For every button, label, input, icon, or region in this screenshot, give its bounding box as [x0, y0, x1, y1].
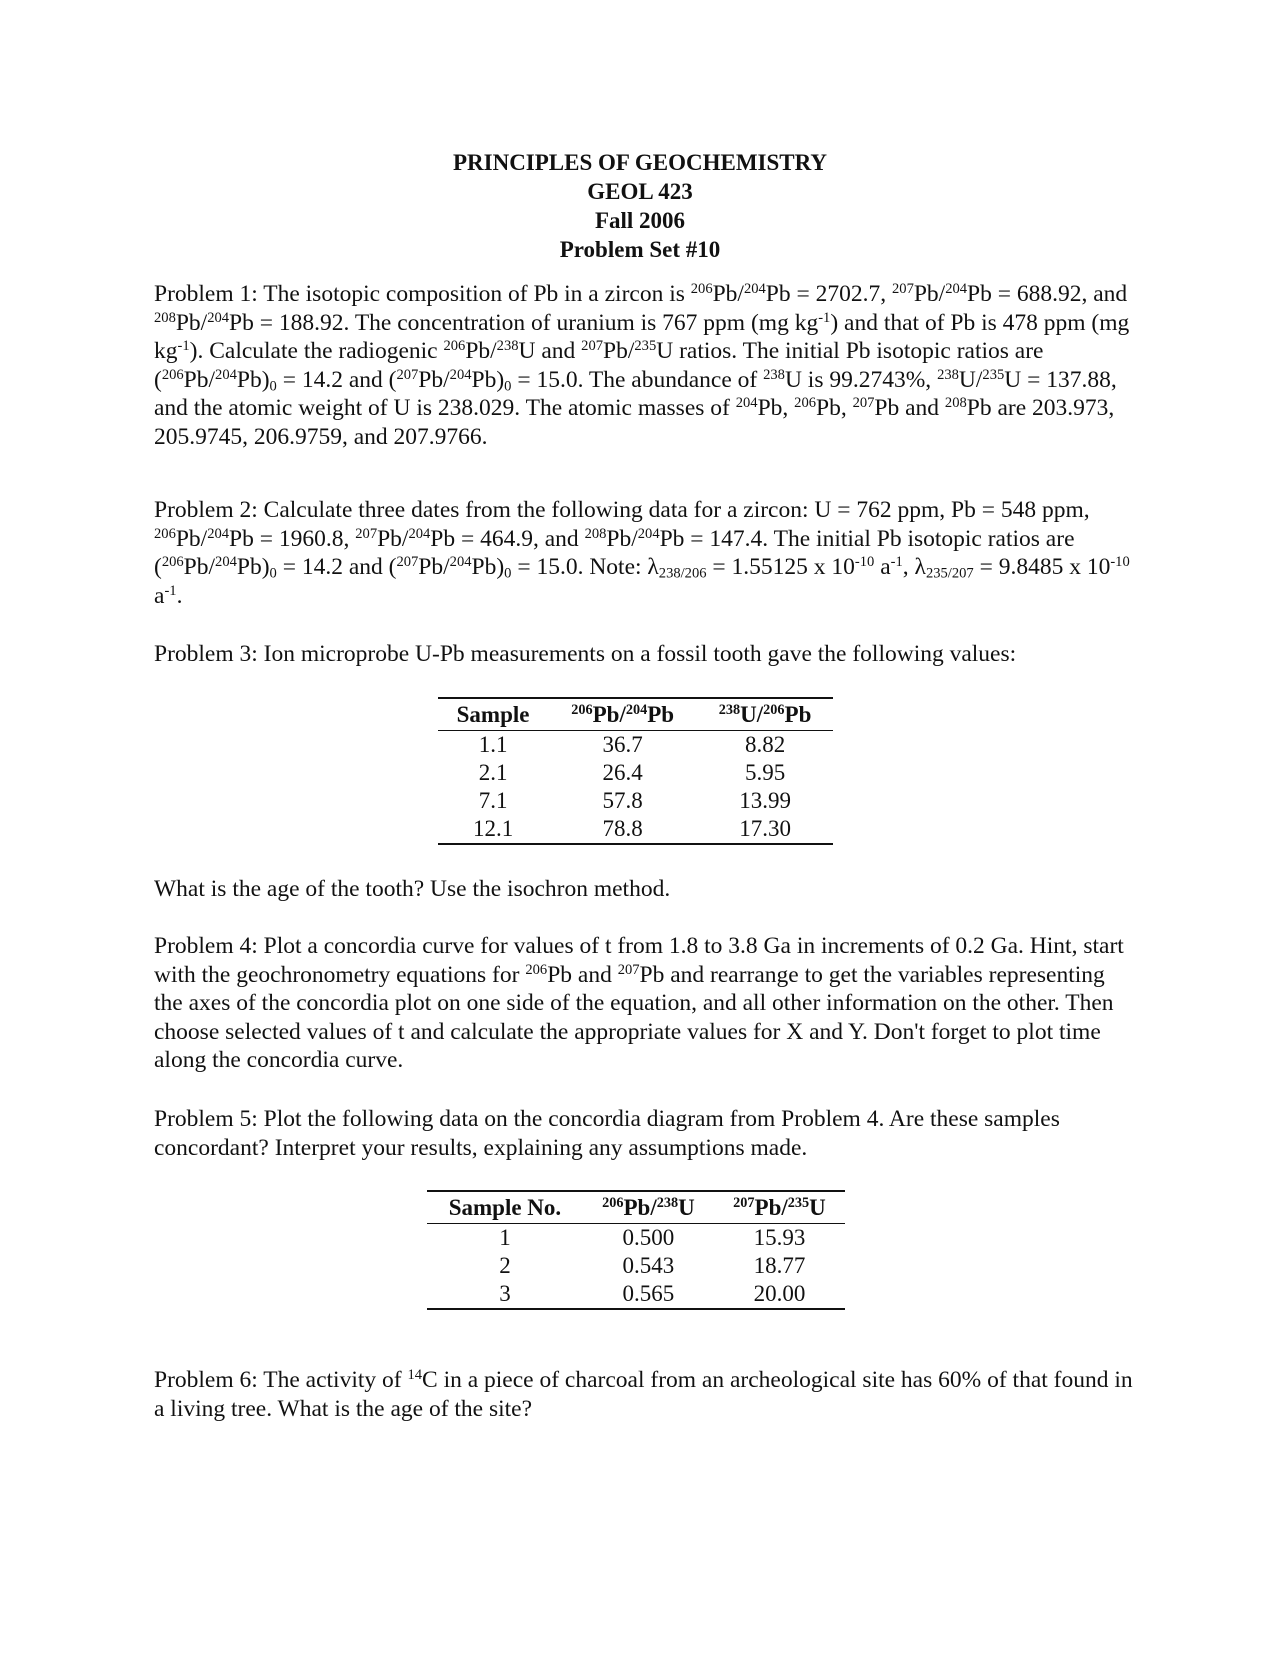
cell-sample: 2.1 [478, 760, 508, 785]
cell-pb207-u235: 20.00 [714, 1280, 845, 1309]
column-header-sample-no: Sample No. [427, 1191, 583, 1224]
cell-pb-ratio: 26.4 [602, 760, 643, 785]
cell-u-ratio: 5.95 [744, 760, 786, 785]
table-header-row [427, 1191, 845, 1224]
problem-4: Problem 4: Plot a concordia curve for values of t from 1.8 to 3.8 Ga in increments of 0.2 Ga. Hint, start with the geochronometry equations for $^{206}$Pb and $^{207}$Pb and rearrange to get the variables representing the axes of the concordia plot on one side of the equation, and all other information on the other. Then choose selected values of t and calculate the appropriate values for X and Y. Don't forget to plot time along the concordia curve. [154, 933, 1124, 1073]
problem-3-question: What is the age of the tooth? Use the isochron method. [154, 876, 671, 902]
cell-u-ratio: 17.30 [697, 815, 833, 844]
table-row [427, 1224, 845, 1253]
problem-1: Problem 1: The isotopic composition of Pb in a zircon is $^{206}$Pb/$^{204}$Pb = 2702.7, $^{207}$Pb/$^{204}$Pb = 688.92, and $^{208}$Pb/$^{204}$Pb = 188.92. The concentration of uranium is 767 ppm (mg $kg^{-1}$) and that of Pb is 478 ppm (mg $kg^{-1}$). Calculate the radiogenic $^{206}$Pb/$^{238}$U and $^{207}$Pb/$^{235}$U ratios. The initial Pb isotopic ratios are $(^{206}Pb/^{204}Pb)_0 = 14.2$ and $(^{207}Pb/^{204}Pb)_0 = 15.0$. The abundance of $^{238}$U is 99.2743%, $^{238}$U/$^{235}$U = 137.88, and the atomic weight of U is 238.029. The atomic masses of $^{204}$Pb, $^{206}$Pb, $^{207}$Pb and $^{208}$Pb are 203.973, 205.9745, 206.9759, and 207.9766. [154, 281, 1130, 450]
tooth-data-table [438, 697, 833, 845]
table-row [427, 1252, 845, 1280]
cell-u-ratio: 13.99 [739, 788, 791, 813]
table-row [427, 1280, 845, 1309]
cell-sample: 12.1 [438, 815, 548, 844]
table-row [438, 759, 833, 787]
cell-sample: 1 [499, 1225, 511, 1250]
table-header-row [438, 698, 833, 731]
cell-pb206-u238: 0.500 [622, 1225, 675, 1250]
course-code: GEOL 423 [587, 179, 693, 204]
table-row [438, 731, 833, 760]
column-header-pb207-u235: $^{207}$Pb/$^{235}$U [714, 1191, 845, 1224]
cell-pb-ratio: 78.8 [548, 815, 697, 844]
cell-pb207-u235: 18.77 [753, 1253, 806, 1278]
cell-pb-ratio: 36.7 [602, 732, 643, 757]
cell-pb-ratio: 57.8 [602, 788, 643, 813]
cell-sample: 1.1 [478, 732, 508, 757]
cell-sample: 2 [499, 1253, 511, 1278]
column-header-pb206-u238: $^{206}$Pb/$^{238}$U [583, 1191, 714, 1224]
problem-2: Problem 2: Calculate three dates from the following data for a zircon: U = 762 ppm, Pb = 548 ppm, $^{206}$Pb/$^{204}$Pb = 1960.8, $^{207}$Pb/$^{204}$Pb = 464.9, and $^{208}$Pb/$^{204}$Pb = 147.4. The initial Pb isotopic ratios are $(^{206}Pb/^{204}Pb)_0 = 14.2$ and $(^{207}Pb/^{204}Pb)_0 = 15.0$. Note: $\lambda_{238/206} = 1.55125$ x $10^{-10}$ $a^{-1}$, $\lambda_{235/207} = 9.8485$ x $10^{-10}$ $a^{-1}$. [154, 497, 1130, 609]
course-title: PRINCIPLES OF GEOCHEMISTRY [452, 150, 828, 175]
cell-sample: 7.1 [478, 788, 508, 813]
cell-pb206-u238: 0.543 [622, 1253, 675, 1278]
problem-5: Problem 5: Plot the following data on the concordia diagram from Problem 4. Are these samples concordant? Interpret your results, explaining any assumptions made. [154, 1106, 1060, 1161]
column-header-u-ratio: $^{238}$U/$^{206}$Pb [697, 698, 833, 731]
problem-set-title: Problem Set #10 [559, 237, 721, 262]
term: Fall 2006 [594, 208, 686, 233]
table-row [438, 815, 833, 844]
cell-u-ratio: 8.82 [744, 732, 786, 757]
cell-pb206-u238: 0.565 [583, 1280, 714, 1309]
problem-6: Problem 6: The activity of $^{14}$C in a piece of charcoal from an archeological site has 60% of that found in a living tree. What is the age of the site? [154, 1367, 1133, 1422]
problem-3-intro: Problem 3: Ion microprobe U-Pb measurements on a fossil tooth gave the following values: [154, 641, 1017, 667]
table-row [438, 787, 833, 815]
concordia-data-table [427, 1190, 845, 1310]
cell-pb207-u235: 15.93 [753, 1225, 806, 1250]
column-header-pb-ratio: $^{206}$Pb/$^{204}$Pb [548, 698, 697, 731]
cell-sample: 3 [427, 1280, 583, 1309]
document-header [0, 148, 1280, 264]
column-header-sample: Sample [438, 698, 548, 731]
